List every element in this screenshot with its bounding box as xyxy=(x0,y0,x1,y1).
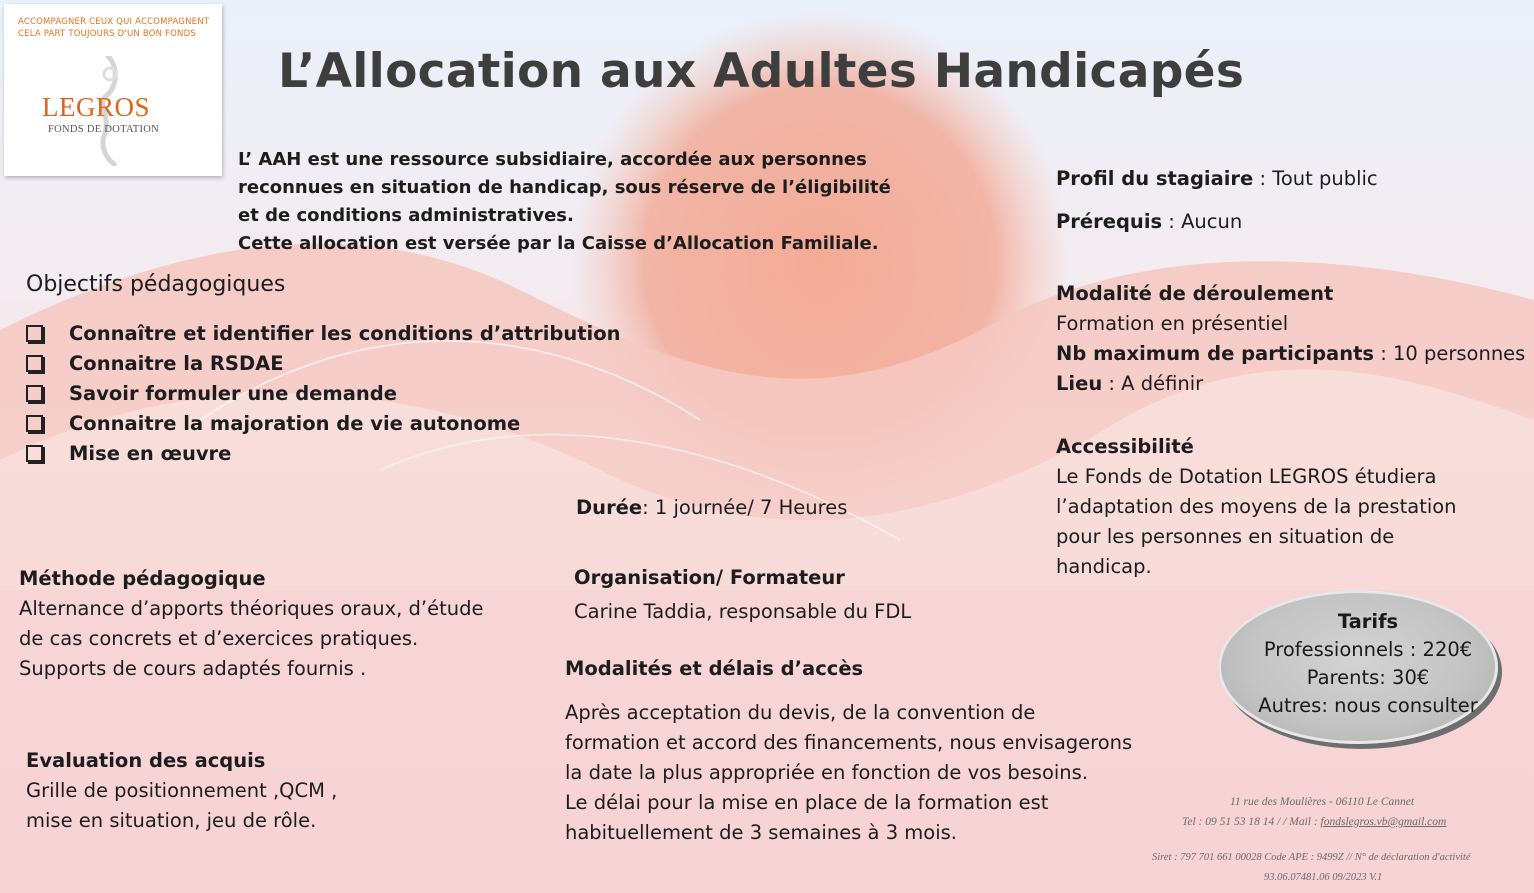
pricing-badge xyxy=(1218,590,1504,750)
profile-line: Profil du stagiaire : Tout public xyxy=(1056,167,1378,190)
checkbox-icon xyxy=(26,385,43,402)
evaluation-heading: Evaluation des acquis xyxy=(26,749,266,772)
duration-label: Durée xyxy=(576,496,643,519)
pricing-line: Autres: nous consulter xyxy=(1258,694,1478,717)
intro-line: L’ AAH est une ressource subsidiaire, accordée aux personnes xyxy=(238,149,867,170)
delivery-heading: Modalité de déroulement xyxy=(1056,282,1334,305)
legros-logo xyxy=(4,4,222,176)
evaluation-line: Grille de positionnement ,QCM , xyxy=(26,779,338,802)
access-line: Le délai pour la mise en place de la formation est xyxy=(565,791,1049,814)
objective-item: Savoir formuler une demande xyxy=(26,378,621,408)
pricing-text xyxy=(1218,608,1518,720)
access-section xyxy=(565,654,1132,848)
duration-value: : 1 journée/ 7 Heures xyxy=(642,496,848,519)
objective-item: Connaitre la majoration de vie autonome xyxy=(26,408,621,438)
method-heading: Méthode pédagogique xyxy=(19,567,266,590)
access-line: formation et accord des financements, nous envisagerons xyxy=(565,731,1133,754)
method-line: Supports de cours adaptés fournis . xyxy=(19,657,367,680)
accessibility-line: l’adaptation des moyens de la prestation xyxy=(1056,495,1457,518)
footer-contact: Tel : 09 51 53 18 14 / / Mail : fondslegros.vb@gmail.com xyxy=(1182,816,1447,828)
logo-name: LEGROS xyxy=(42,92,151,122)
organisation-heading: Organisation/ Formateur xyxy=(574,566,845,589)
footer-siret: Siret : 797 701 661 00028 Code APE : 9499Z // N° de déclaration d'activité xyxy=(1152,852,1471,863)
footer-address: 11 rue des Moulières - 06110 Le Cannet xyxy=(1230,796,1415,808)
info-column xyxy=(1056,164,1525,582)
access-line: la date la plus appropriée en fonction de vos besoins. xyxy=(565,761,1089,784)
participants-line: Nb maximum de participants : 10 personnes xyxy=(1056,342,1526,365)
objectives-list xyxy=(26,318,621,468)
pricing-heading: Tarifs xyxy=(1337,610,1399,633)
accessibility-line: Le Fonds de Dotation LEGROS étudiera xyxy=(1056,465,1437,488)
organisation-section xyxy=(574,561,911,629)
organisation-value: Carine Taddia, responsable du FDL xyxy=(574,600,912,623)
checkbox-icon xyxy=(26,355,43,372)
intro-line: reconnues en situation de handicap, sous réserve de l’éligibilité xyxy=(238,177,891,198)
accessibility-heading: Accessibilité xyxy=(1056,435,1194,458)
accessibility-line: handicap. xyxy=(1056,555,1152,578)
checkbox-icon xyxy=(26,325,43,342)
delivery-format: Formation en présentiel xyxy=(1056,312,1289,335)
access-heading: Modalités et délais d’accès xyxy=(565,657,864,680)
objective-item: Connaitre la RSDAE xyxy=(26,348,621,378)
method-line: de cas concrets et d’exercices pratiques. xyxy=(19,627,419,650)
access-line: habituellement de 3 semaines à 3 mois. xyxy=(565,821,957,844)
email-link[interactable]: fondslegros.vb@gmail.com xyxy=(1320,816,1447,828)
intro-line: Cette allocation est versée par la Caisse d’Allocation Familiale. xyxy=(238,233,879,254)
pricing-line: Professionnels : 220€ xyxy=(1263,638,1473,661)
method-line: Alternance d’apports théoriques oraux, d’étude xyxy=(19,597,484,620)
accessibility-line: pour les personnes en situation de xyxy=(1056,525,1395,548)
intro-paragraph xyxy=(238,146,928,258)
objectives-heading: Objectifs pédagogiques xyxy=(26,272,286,297)
location-line: Lieu : A définir xyxy=(1056,372,1204,395)
page-title: L’Allocation aux Adultes Handicapés xyxy=(278,44,1245,99)
pricing-line: Parents: 30€ xyxy=(1306,666,1430,689)
logo-subtitle: FONDS DE DOTATION xyxy=(48,124,160,135)
prerequisites-line: Prérequis : Aucun xyxy=(1056,210,1243,233)
checkbox-icon xyxy=(26,415,43,432)
evaluation-section xyxy=(26,746,337,836)
checkbox-icon xyxy=(26,445,43,462)
footer-declaration: 93.06.07481.06 09/2023 V.1 xyxy=(1264,872,1383,883)
duration xyxy=(576,496,847,519)
logo-tagline: ACCOMPAGNER CEUX QUI ACCOMPAGNENT CELA PART TOUJOURS D'UN BON FONDS xyxy=(18,17,210,39)
method-section xyxy=(19,564,484,684)
intro-line: et de conditions administratives. xyxy=(238,205,574,226)
access-body xyxy=(565,698,1132,848)
objective-item: Connaître et identifier les conditions d’attribution xyxy=(26,318,621,348)
evaluation-line: mise en situation, jeu de rôle. xyxy=(26,809,317,832)
access-line: Après acceptation du devis, de la convention de xyxy=(565,701,1036,724)
objective-item: Mise en œuvre xyxy=(26,438,621,468)
